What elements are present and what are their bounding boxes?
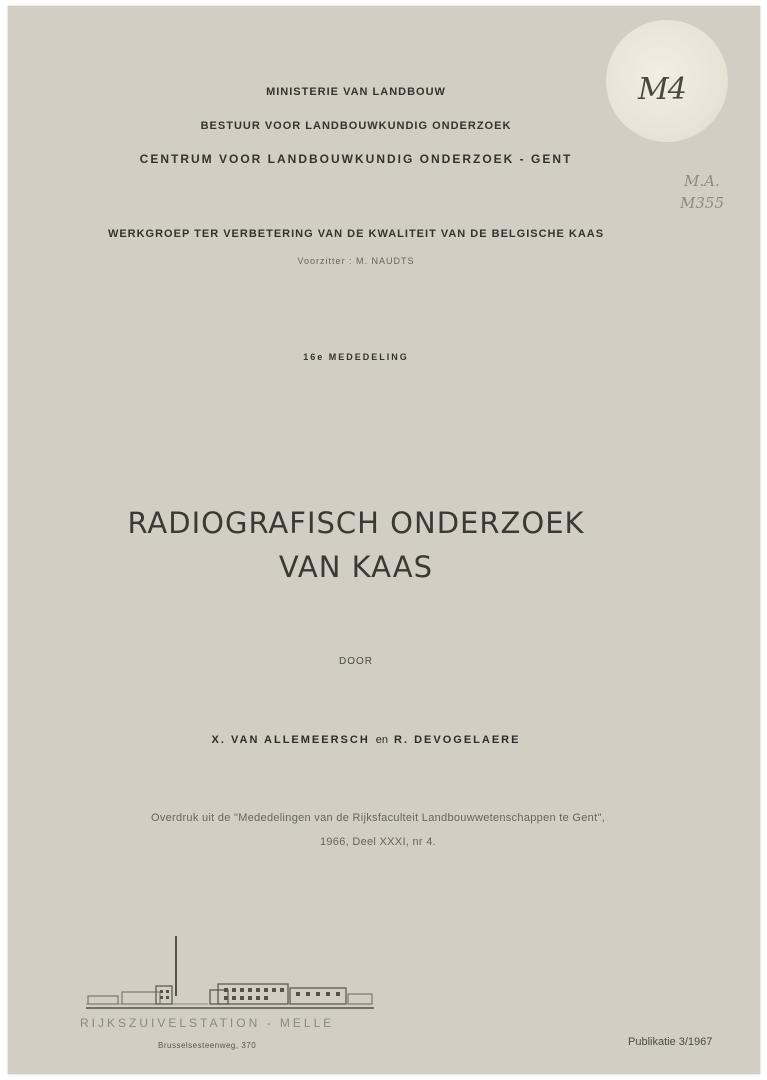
author-1: X. VAN ALLEMEERSCH <box>211 734 370 746</box>
station-name: RIJKSZUIVELSTATION - MELLE <box>80 1016 335 1030</box>
authors-line <box>0 734 742 746</box>
publication-number: Publikatie 3/1967 <box>628 1036 713 1048</box>
communication-number: 16e MEDEDELING <box>303 352 409 362</box>
document-title-line-1: RADIOGRAFISCH ONDERZOEK <box>127 506 585 540</box>
handwritten-note-2: M355 <box>680 194 724 212</box>
document-title-line-2: VAN KAAS <box>278 550 434 584</box>
by-label: DOOR <box>339 656 373 667</box>
dairy-station-logo <box>78 934 378 1014</box>
administration-heading: BESTUUR VOOR LANDBOUWKUNDIG ONDERZOEK <box>200 120 512 132</box>
reprint-note-line-2: 1966, Deel XXXI, nr 4. <box>319 836 437 848</box>
workgroup-heading: WERKGROEP TER VERBETERING VAN DE KWALITEIT VAN DE BELGISCHE KAAS <box>107 228 605 240</box>
author-2: R. DEVOGELAERE <box>394 734 521 746</box>
reprint-note-line-1: Overdruk uit de "Mededelingen van de Rijksfaculteit Landbouwwetenschappen te Gent", <box>150 812 606 824</box>
handwritten-code: M4 <box>638 72 686 107</box>
station-address: Brusselsesteenweg, 370 <box>158 1041 257 1050</box>
ministry-heading: MINISTERIE VAN LANDBOUW <box>266 86 446 98</box>
author-conjunction: en <box>375 734 389 746</box>
workgroup-chair: Voorzitter : M. NAUDTS <box>297 256 415 266</box>
document-page <box>8 6 760 1074</box>
handwritten-note-1: M.A. <box>684 172 720 190</box>
center-heading: CENTRUM VOOR LANDBOUWKUNDIG ONDERZOEK - GENT <box>139 152 573 166</box>
